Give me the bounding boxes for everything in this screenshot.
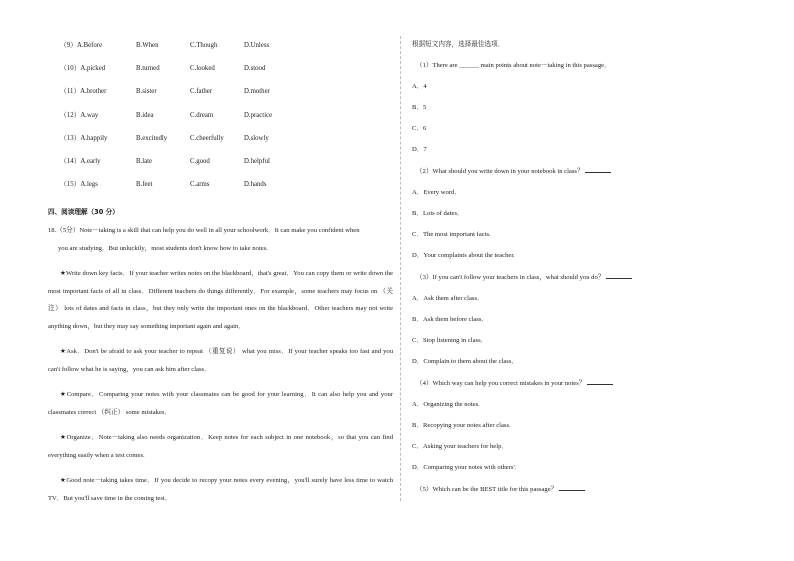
right-column	[412, 38, 752, 504]
answer-blank[interactable]	[606, 270, 632, 279]
passage-point-organize: ★Organize．Note－taking also needs organization．Keep notes for each subject in one notebook，so that you can find everything easily when a test comes.	[48, 434, 393, 459]
answer-blank[interactable]	[587, 376, 613, 385]
passage-intro: 18.（5分）Note－taking is a skill that can help you do well in all your schoolwork．It can make you confident when	[48, 227, 360, 235]
option-row-10: （10）A.picked B.turned C.looked D.stood	[60, 65, 266, 73]
option-row-15: （15）A.legs B.feet C.arms D.hands	[60, 181, 267, 189]
q4-option-b[interactable]: B．Recopying your notes after class.	[412, 422, 511, 429]
passage-point-ask: ★Ask．Don't be afraid to ask your teacher to repeat （重复说） what you miss．If your teacher speaks too fast and you can't follow what he is saying，you can ask him after class．	[48, 348, 393, 373]
q4-option-a[interactable]: A．Organizing the notes.	[412, 401, 480, 408]
question-1: （1）There are ______ main points about note－taking in this passage．	[416, 62, 611, 69]
option-row-12: （12）A.way B.idea C.dream D.practice	[60, 111, 273, 119]
reading-passage	[48, 222, 393, 507]
question-5: （5）Which can be the BEST title for this passage？	[412, 482, 752, 497]
column-divider	[400, 36, 401, 501]
answer-blank[interactable]	[559, 482, 585, 491]
passage-point-key-facts: ★Write down key facts．If your teacher writes notes on the blackboard，that's great．You can copy them or write down the most important facts of all in class．Different teachers do things differently．For example，some teachers may focus on （关注） lots of dates and facts in class，but they only write the important ones on the blackboard．Other teachers may not write anything down，but they may say something important again and again．	[48, 270, 393, 330]
q1-option-a[interactable]: A．4	[412, 83, 427, 90]
left-column	[48, 38, 393, 507]
option-row-14: （14）A.early B.late C.good D.helpful	[60, 157, 270, 165]
q3-option-b[interactable]: B．Ask them before class．	[412, 316, 488, 323]
option-row-11: （11）A.brother B.sister C.father D.mother	[60, 88, 270, 96]
question-4: （4）Which way can help you correct mistakes in your notes？	[412, 376, 752, 391]
q4-option-d[interactable]: D．Comparing your notes with others'.	[412, 464, 517, 471]
q3-option-a[interactable]: A．Ask them after class．	[412, 295, 484, 302]
q3-option-d[interactable]: D．Complain to them about the class．	[412, 358, 519, 365]
instruction: 根据短文内容，选择最佳选项．	[412, 41, 505, 48]
option-row-13: （13）A.happily B.excitedly C.cheerfully D.slowly	[60, 134, 269, 142]
passage-intro-cont: you are studying．But unluckily，most students don't know how to take notes.	[58, 244, 268, 252]
q2-option-a[interactable]: A．Every word．	[412, 189, 461, 196]
q2-option-d[interactable]: D．Your complaints about the teacher.	[412, 252, 515, 259]
q2-option-b[interactable]: B．Lots of dates．	[412, 210, 464, 217]
q1-option-c[interactable]: C．6	[412, 125, 427, 132]
question-3: （3）If you can't follow your teachers in class，what should you do？	[412, 270, 752, 285]
passage-point-time: ★Good note－taking takes time．If you decide to recopy your notes every evening，you'll surely have less time to watch TV．But you'll save time in the coming test．	[48, 477, 393, 502]
question-2: （2）What should you write down in your notebook in class？	[412, 164, 752, 179]
q1-option-b[interactable]: B．5	[412, 104, 427, 111]
passage-point-compare: ★Compare．Comparing your notes with your classmates can be good for your learning．It can also help you and your classmates correct （纠正） some mistakes．	[48, 391, 393, 416]
q3-option-c[interactable]: C．Stop listening in class．	[412, 337, 488, 344]
section-heading: 四、阅读理解（30 分）	[48, 208, 119, 217]
q2-option-c[interactable]: C．The most important facts.	[412, 231, 491, 238]
q1-option-d[interactable]: D．7	[412, 146, 427, 153]
q4-option-c[interactable]: C．Asking your teachers for help．	[412, 443, 508, 450]
answer-blank[interactable]	[585, 164, 611, 173]
option-row-9: （9）A.Before B.When C.Though D.Unless	[60, 42, 270, 49]
cloze-options	[48, 38, 393, 200]
